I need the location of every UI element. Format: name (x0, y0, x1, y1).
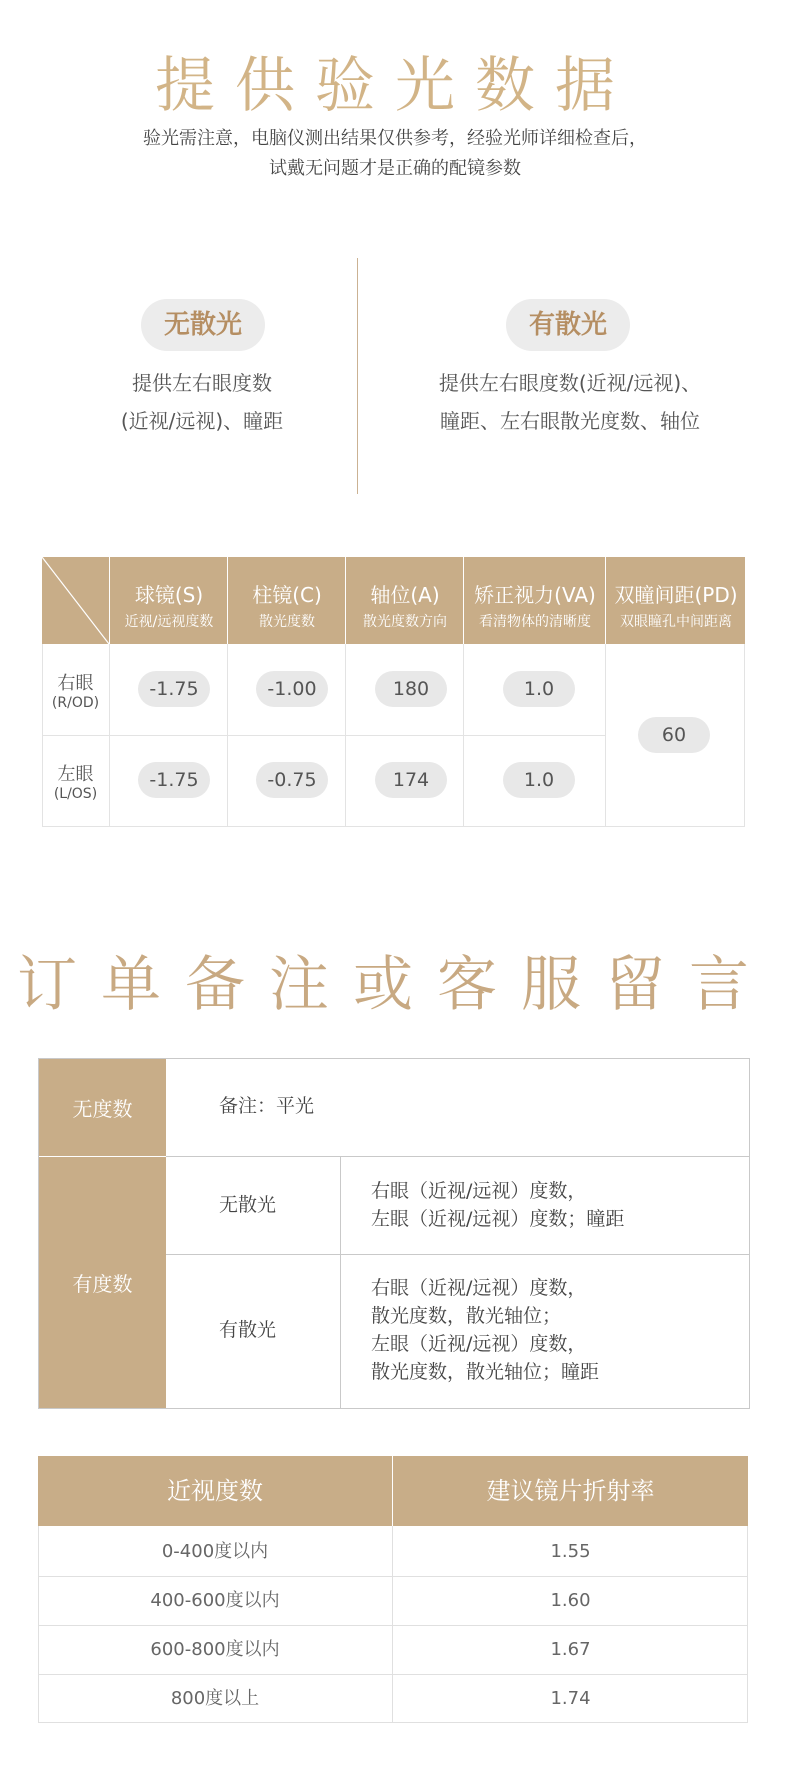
value-pill: -1.75 (138, 671, 210, 707)
column-title: 球镜(S) (134, 583, 204, 607)
row-divider (166, 1156, 749, 1157)
column-subtitle: 近视/远视度数 (124, 614, 214, 630)
header-refractive-index: 建议镜片折射率 (393, 1456, 748, 1526)
prescription-table (42, 557, 745, 827)
eye-code: (L/OS) (53, 786, 98, 802)
row-label-right-eye (42, 669, 109, 711)
notes-section-title: 订单备注或客服留言 (17, 950, 773, 1020)
astigmatism-line: 右眼（近视/远视）度数， (371, 1277, 587, 1299)
column-subtitle: 看清物体的清晰度 (479, 614, 591, 630)
astigmatism-badge: 有散光 (506, 299, 630, 351)
table-cell: 1.74 (550, 1688, 591, 1709)
table-cell: 0-400度以内 (161, 1541, 269, 1562)
column-divider (340, 1157, 341, 1408)
no-astigmatism-line: 左眼（近视/远视）度数；瞳距 (371, 1208, 625, 1230)
eye-name: 左眼 (57, 764, 94, 785)
grid-line (605, 644, 606, 827)
diagonal-corner (42, 557, 109, 644)
table-cell: 800度以上 (170, 1688, 260, 1709)
table-cell: 1.55 (550, 1541, 591, 1562)
astigmatism-desc-line-1: 提供左右眼度数(近视/远视)、 (438, 371, 702, 395)
astigmatism-line: 左眼（近视/远视）度数， (371, 1333, 587, 1355)
subtitle-line-2: 试戴无问题才是正确的配镜参数 (269, 158, 521, 179)
table-cell: 600-800度以内 (150, 1639, 280, 1660)
eye-name: 右眼 (57, 673, 94, 694)
value-pill: -1.00 (256, 671, 328, 707)
column-subtitle: 双眼瞳孔中间距离 (620, 614, 732, 630)
table-header (42, 557, 745, 644)
column-header-pd (605, 557, 746, 644)
grid-line (42, 826, 745, 827)
column-title: 柱镜(C) (252, 583, 322, 607)
pd-value-pill: 60 (638, 717, 710, 753)
value-pill: -1.75 (138, 762, 210, 798)
has-power-label: 有度数 (39, 1157, 166, 1408)
no-astigmatism-badge: 无散光 (141, 299, 265, 351)
no-astigmatism-desc-line-1: 提供左右眼度数 (132, 371, 272, 395)
grid-line (42, 735, 605, 736)
column-title: 矫正视力(VA) (474, 583, 596, 607)
column-header-cylinder (227, 557, 346, 644)
astigmatism-line: 散光度数，散光轴位； (371, 1305, 562, 1327)
row-divider (38, 1722, 748, 1723)
astigmatism-desc-line-2: 瞳距、左右眼散光度数、轴位 (440, 409, 700, 433)
astigmatism-label: 有散光 (219, 1319, 277, 1341)
value-pill: -0.75 (256, 762, 328, 798)
grid-line (744, 644, 745, 827)
column-header-axis (345, 557, 464, 644)
value-pill: 1.0 (503, 671, 575, 707)
no-power-label: 无度数 (39, 1059, 166, 1156)
no-astigmatism-label: 无散光 (219, 1194, 277, 1216)
row-label-left-eye (42, 760, 109, 802)
value-pill: 174 (375, 762, 447, 798)
column-subtitle: 散光度数方向 (363, 614, 447, 630)
column-title: 轴位(A) (370, 583, 440, 607)
table-cell: 1.67 (550, 1639, 591, 1660)
no-astigmatism-line: 右眼（近视/远视）度数， (371, 1180, 587, 1202)
column-header-sphere (109, 557, 228, 644)
subtitle-line-1: 验光需注意，电脑仪测出结果仅供参考，经验光师详细检查后， (143, 128, 647, 149)
astigmatism-line: 散光度数，散光轴位；瞳距 (371, 1361, 600, 1383)
no-power-note: 备注：平光 (219, 1095, 315, 1117)
eye-code: (R/OD) (51, 695, 100, 711)
value-pill: 1.0 (503, 762, 575, 798)
value-pill: 180 (375, 671, 447, 707)
vertical-divider (357, 258, 358, 494)
column-header-va (463, 557, 606, 644)
table-cell: 1.60 (550, 1590, 591, 1611)
column-subtitle: 散光度数 (259, 614, 315, 630)
row-divider (166, 1254, 749, 1255)
header-myopia-degree: 近视度数 (38, 1456, 392, 1526)
notes-table (38, 1058, 750, 1409)
column-title: 双瞳间距(PD) (614, 583, 738, 607)
page-title: 提供验光数据 (155, 51, 635, 121)
no-astigmatism-desc-line-2: (近视/远视)、瞳距 (120, 409, 284, 433)
table-cell: 400-600度以内 (150, 1590, 280, 1611)
